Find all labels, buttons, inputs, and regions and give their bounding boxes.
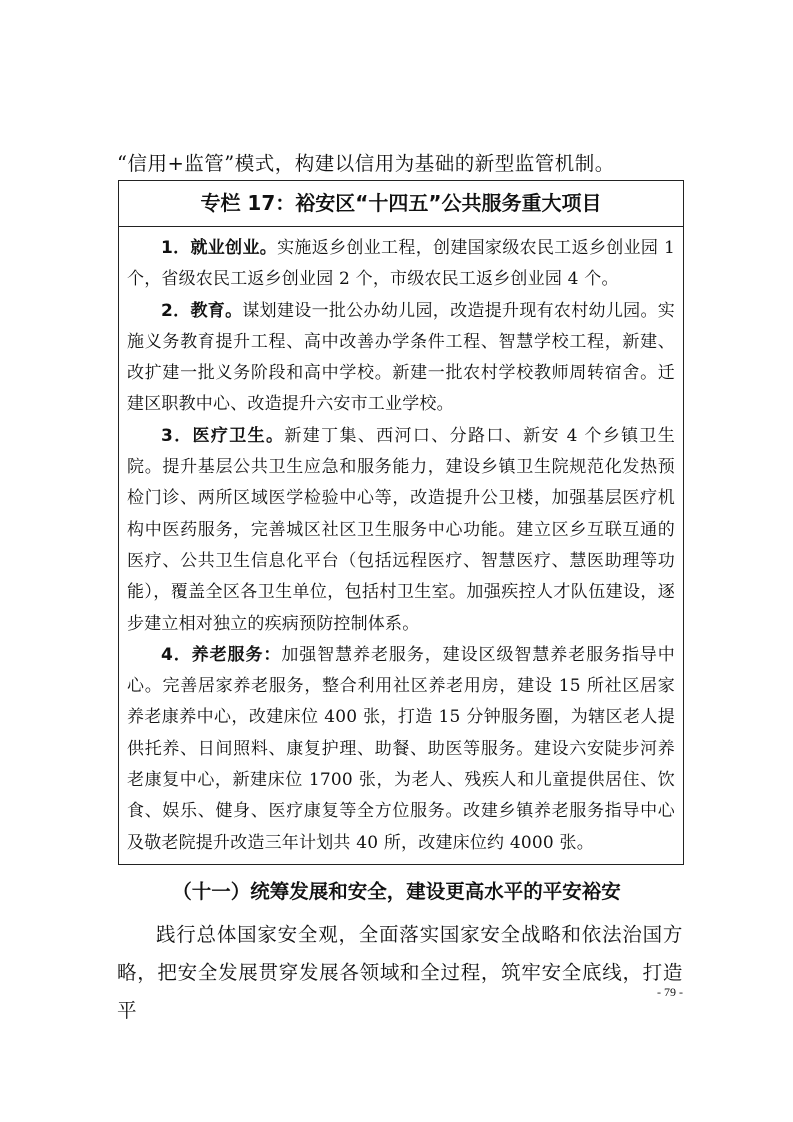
item-text: 新建丁集、西河口、分路口、新安 4 个乡镇卫生院。提升基层公共卫生应急和服务能力，建设乡镇卫生院规范化发热预检门诊、两所区域医学检验中心等，改造提升公卫楼，加强基层医疗机构中医药服务，完善城区社区卫生服务中心功能。建立区乡互联互通的医疗、公共卫生信息化平台（包括远程医疗、智慧医疗、慧医助理等功能），覆盖全区各卫生单位，包括村卫生室。加强疾控人才队伍建设，逐步建立相对独立的疾病预防控制体系。 <box>127 425 675 634</box>
item-employment <box>127 233 675 296</box>
column-title: 专栏 17：裕安区“十四五”公共服务重大项目 <box>119 181 683 227</box>
item-text: 加强智慧养老服务，建设区级智慧养老服务指导中心。完善居家养老服务，整合利用社区养老用房，建设 15 所社区居家养老康养中心，改建床位 400 张，打造 15 分钟服务圈，为辖区老人提供托养、日间照料、康复护理、助餐、助医等服务。建设六安陡步河养老康复中心，新建床位 1700 张，为老人、残疾人和儿童提供居住、饮食、娱乐、健身、医疗康复等全方位服务。改建乡镇养老服务指导中心及敬老院提升改造三年计划共 40 所，改建床位约 4000 张。 <box>127 644 675 853</box>
lead-line: “信用+监管”模式，构建以信用为基础的新型监管机制。 <box>117 152 615 175</box>
item-education <box>127 296 675 421</box>
body-paragraph: 践行总体国家安全观，全面落实国家安全战略和依法治国方略，把安全发展贯穿发展各领域和全过程，筑牢安全底线，打造平 <box>117 923 683 1022</box>
page-number: - 79 - <box>657 985 683 999</box>
item-head: 3．医疗卫生。 <box>161 425 285 446</box>
item-healthcare <box>127 421 675 640</box>
section-heading: （十一）统筹发展和安全，建设更高水平的平安裕安 <box>172 880 621 903</box>
item-head: 1．就业创业。 <box>161 238 278 258</box>
item-elderly-care <box>127 640 675 859</box>
item-head: 4．养老服务： <box>161 644 282 665</box>
column-body <box>119 227 683 859</box>
column-box <box>118 180 684 865</box>
item-text: 实施返乡创业工程，创建国家级农民工返乡创业园 1 个，省级农民工返乡创业园 2 个，市级农民工返乡创业园 4 个。 <box>127 238 675 290</box>
item-text: 谋划建设一批公办幼儿园，改造提升现有农村幼儿园。实施义务教育提升工程、高中改善办学条件工程、智慧学校工程，新建、改扩建一批义务阶段和高中学校。新建一批农村学校教师周转宿舍。迁建区职教中心、改造提升六安市工业学校。 <box>127 300 675 415</box>
item-head: 2．教育。 <box>161 300 243 321</box>
